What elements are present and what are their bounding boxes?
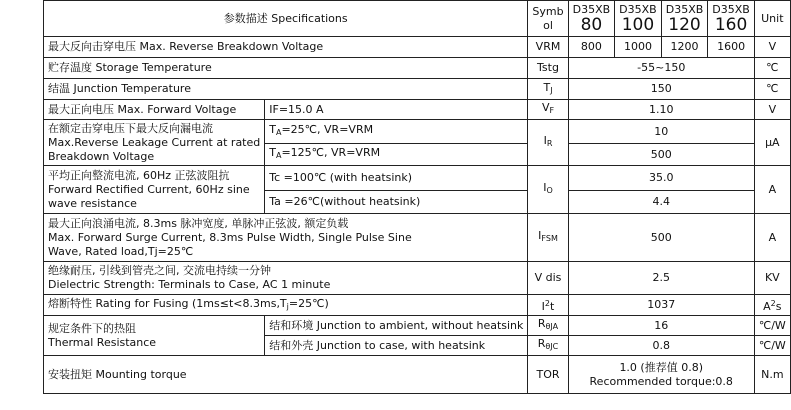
row-vrm	[44, 37, 791, 58]
ifsm-desc: 最大正向浪涌电流, 8.3ms 脉冲宽度, 单脉冲正弦波, 额定负载 Max. Forward Surge Current, 8.3ms Pulse Width, Single Pulse Sine Wave, Rated load,Tj=25℃	[44, 214, 528, 262]
row-tj	[44, 79, 791, 100]
header-symbol-line1: Symb	[532, 4, 564, 18]
io-symbol: $I_O$	[528, 166, 568, 214]
ifsm-unit: A	[754, 214, 790, 262]
specifications-table	[43, 0, 791, 394]
vf-unit: V	[754, 100, 790, 120]
header-model-120	[661, 1, 708, 37]
model-prefix: D35XB	[665, 3, 704, 16]
vf-symbol: $V_F$	[528, 100, 568, 120]
header-unit: Unit	[754, 1, 790, 37]
io-value-ta: 4.4	[568, 191, 754, 214]
row-tstg	[44, 58, 791, 79]
ir-unit: μA	[754, 120, 790, 166]
ifsm-value: 500	[568, 214, 754, 262]
ir-desc: 在额定击穿电压下最大反向漏电流 Max.Reverse Leakage Current at rated Breakdown Voltage	[44, 120, 265, 166]
io-condition-tc: Tc =100℃ (with heatsink)	[265, 166, 528, 191]
tj-desc: 结温 Junction Temperature	[44, 79, 528, 100]
rth-unit-ja: ℃/W	[754, 316, 790, 336]
vdis-unit: KV	[754, 262, 790, 295]
io-unit: A	[754, 166, 790, 214]
tor-desc: 安装扭矩 Mounting torque	[44, 356, 528, 394]
ir-symbol: $I_R$	[528, 120, 568, 166]
vrm-value-160: 1600	[708, 37, 755, 58]
row-vdis	[44, 262, 791, 295]
model-prefix: D35XB	[619, 3, 657, 16]
i2t-value: 1037	[568, 295, 754, 316]
io-value-tc: 35.0	[568, 166, 754, 191]
tj-symbol: $T_J$	[528, 79, 568, 100]
tj-value: 150	[568, 79, 754, 100]
model-suffix: 80	[580, 15, 603, 35]
vrm-value-100: 1000	[615, 37, 662, 58]
tor-value: 1.0 (推荐值 0.8) Recommended torque:0.8	[568, 356, 754, 394]
vrm-unit: V	[754, 37, 790, 58]
tstg-desc: 贮存温度 Storage Temperature	[44, 58, 528, 79]
ifsm-symbol: $I_{FSM}$	[528, 214, 568, 262]
i2t-unit: $A^2s$	[754, 295, 790, 316]
vf-condition: IF=15.0 A	[265, 100, 528, 120]
rth-condition-ambient: 结和环境 Junction to ambient, without heatsink	[265, 316, 528, 336]
rth-symbol-jc: $R_{\theta JC}$	[528, 336, 568, 356]
rth-value-jc: 0.8	[568, 336, 754, 356]
model-prefix: D35XB	[572, 3, 611, 16]
tj-unit: ℃	[754, 79, 790, 100]
rth-condition-case: 结和外壳 Junction to case, with heatsink	[265, 336, 528, 356]
vrm-desc: 最大反向击穿电压 Max. Reverse Breakdown Voltage	[44, 37, 528, 58]
row-vf	[44, 100, 791, 120]
ir-value-125: 500	[568, 144, 754, 166]
tstg-symbol: Tstg	[528, 58, 568, 79]
header-specifications: 参数描述 Specifications	[44, 1, 528, 37]
row-io-1	[44, 166, 791, 191]
model-prefix: D35XB	[712, 3, 750, 16]
rth-value-ja: 16	[568, 316, 754, 336]
vf-desc: 最大正向电压 Max. Forward Voltage	[44, 100, 265, 120]
ir-condition-125: $T_A=125℃$, VR=VRM	[265, 144, 528, 166]
header-row	[44, 1, 791, 37]
i2t-symbol: $I^2t$	[528, 295, 568, 316]
rth-desc: 规定条件下的热阻 Thermal Resistance	[44, 316, 265, 356]
tstg-value: -55~150	[568, 58, 754, 79]
row-ifsm	[44, 214, 791, 262]
header-model-80	[568, 1, 615, 37]
header-model-100	[615, 1, 662, 37]
tor-unit: N.m	[754, 356, 790, 394]
io-desc: 平均正向整流电流, 60Hz 正弦波阻抗 Forward Rectified Current, 60Hz sine wave resistance	[44, 166, 265, 214]
rth-unit-jc: ℃/W	[754, 336, 790, 356]
model-suffix: 120	[668, 15, 701, 35]
model-suffix: 160	[714, 15, 748, 35]
tor-symbol: TOR	[528, 356, 568, 394]
vrm-value-80: 800	[568, 37, 615, 58]
vdis-symbol: V dis	[528, 262, 568, 295]
row-tor	[44, 356, 791, 394]
ir-condition-25: $T_A=25℃$, VR=VRM	[265, 120, 528, 144]
vf-value: 1.10	[568, 100, 754, 120]
vrm-value-120: 1200	[661, 37, 708, 58]
row-i2t	[44, 295, 791, 316]
rth-symbol-ja: $R_{\theta JA}$	[528, 316, 568, 336]
vdis-value: 2.5	[568, 262, 754, 295]
i2t-desc: 熔断特性 Rating for Fusing $(1ms\le t<8.3ms,T_j=25℃)$	[44, 295, 528, 316]
tstg-unit: ℃	[754, 58, 790, 79]
header-symbol-line2: ol	[543, 18, 553, 32]
vrm-symbol: VRM	[528, 37, 568, 58]
vdis-desc: 绝缘耐压, 引线到管壳之间, 交流电持续一分钟 Dielectric Strength: Terminals to Case, AC 1 minute	[44, 262, 528, 295]
model-suffix: 100	[621, 15, 655, 35]
ir-value-25: 10	[568, 120, 754, 144]
row-ir-1	[44, 120, 791, 144]
io-condition-ta: Ta =26℃(without heatsink)	[265, 191, 528, 214]
header-symbol	[528, 1, 568, 37]
row-rth-1	[44, 316, 791, 336]
header-model-160	[708, 1, 755, 37]
